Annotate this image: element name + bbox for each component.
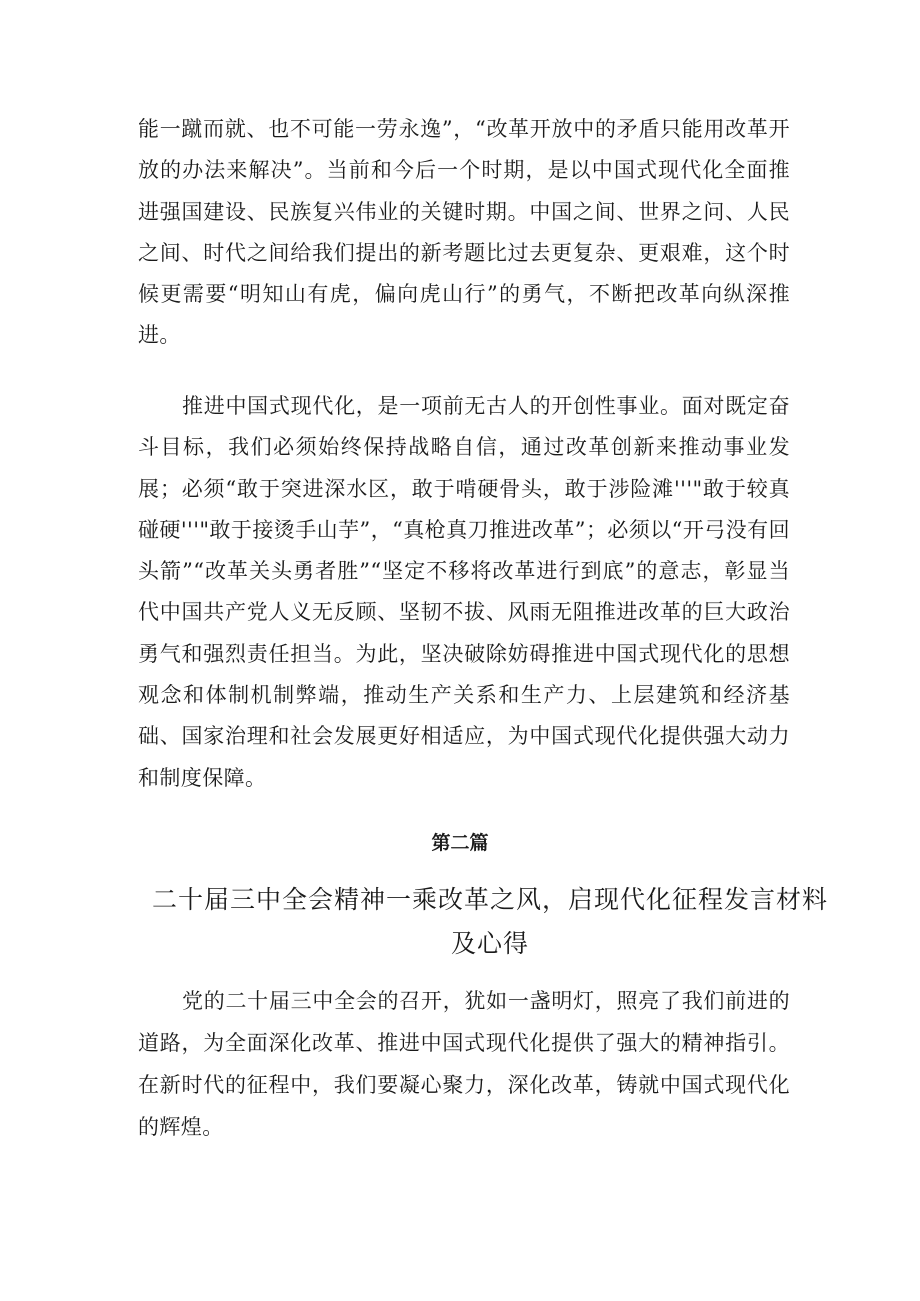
paragraph-2: 推进中国式现代化，是一项前无古人的开创性事业。面对既定奋斗目标，我们必须始终保持战略自信，通过改革创新来推动事业发展；必须“敢于突进深水区，敢于啃硬骨头，敢于涉险滩'''"敢于较真碰硬'''"敢于接烫手山芋”，“真枪真刀推进改革”；必须以“开弓没有回头箭”“改革关头勇者胜”“坚定不移将改革进行到底”的意志，彰显当代中国共产党人义无反顾、坚韧不拔、风雨无阻推进改革的巨大政治勇气和强烈责任担当。为此，坚决破除妨碍推进中国式现代化的思想观念和体制机制弊端，推动生产关系和生产力、上层建筑和经济基础、国家治理和社会发展更好相适应，为中国式现代化提供强大动力和制度保障。 — [138, 394, 790, 790]
section-label: 第二篇 — [431, 832, 489, 854]
document-title: 二十届三中全会精神一乘改革之风，启现代化征程发言材料及心得 — [151, 885, 828, 958]
paragraph-1: 能一蹴而就、也不可能一劳永逸”，“改革开放中的矛盾只能用改革开放的办法来解决”。当前和今后一个时期，是以中国式现代化全面推进强国建设、民族复兴伟业的关键时期。中国之间、世界之问、人民之间、时代之间给我们提出的新考题比过去更复杂、更艰难，这个时候更需要“明知山有虎，偏向虎山行”的勇气，不断把改革向纵深推进。 — [138, 117, 790, 348]
paragraph-3: 党的二十届三中全会的召开，犹如一盏明灯，照亮了我们前进的道路，为全面深化改革、推进中国式现代化提供了强大的精神指引。在新时代的征程中，我们要凝心聚力，深化改革，铸就中国式现代化的辉煌。 — [138, 989, 790, 1139]
